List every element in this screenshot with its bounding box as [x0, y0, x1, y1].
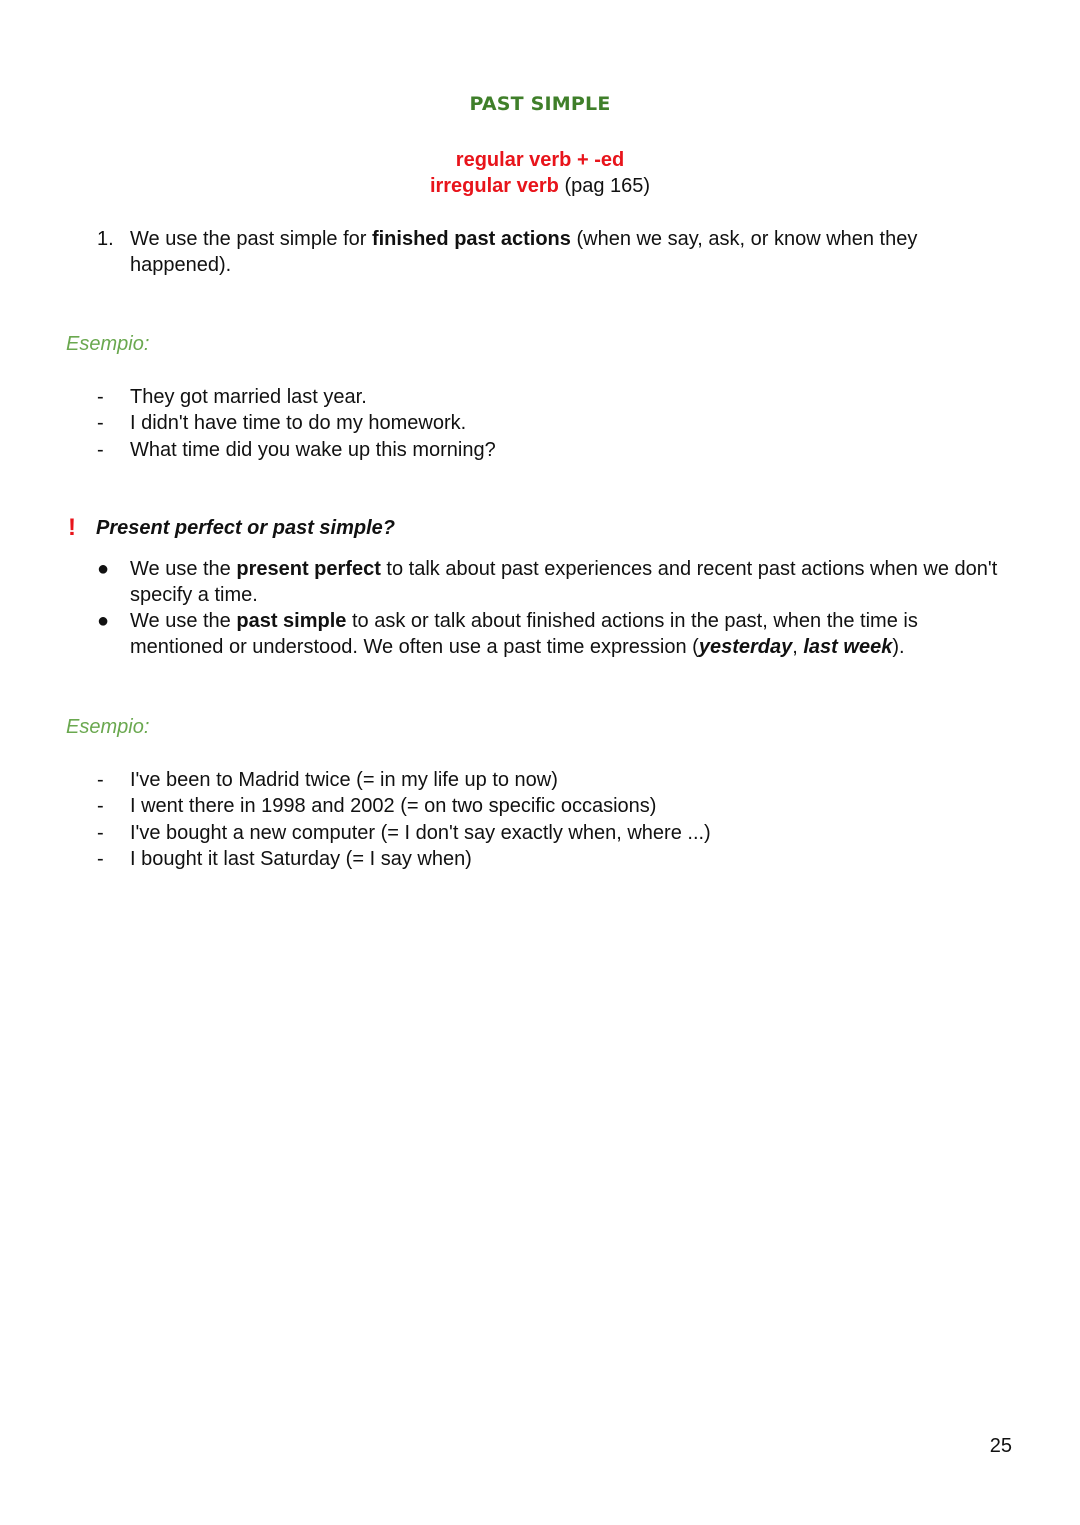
rule-number: 1.	[97, 228, 114, 250]
dash-marker: -	[97, 438, 104, 461]
regular-verb-text: regular verb + -ed	[455, 149, 625, 171]
list-item	[97, 437, 496, 463]
bullet-text-c: ).	[892, 636, 905, 658]
list-item	[97, 846, 711, 872]
dash-marker: -	[97, 412, 104, 435]
bullet-expression-yesterday: yesterday	[698, 636, 793, 658]
irregular-verb-rule	[0, 173, 1080, 199]
dash-marker: -	[97, 821, 104, 844]
list-item	[97, 793, 711, 819]
example-label: Esempio:	[66, 333, 150, 355]
rule-text-bold: finished past actions	[371, 228, 571, 250]
irregular-verb-note: (pag 165)	[558, 175, 651, 197]
numbered-rule-1	[97, 226, 947, 278]
list-item	[97, 767, 711, 793]
bullet-marker: ●	[97, 558, 110, 580]
list-item-text: I bought it last Saturday (= I say when)	[130, 848, 472, 871]
rule-text-b: (when we say, ask, or know when they happened).	[130, 228, 918, 276]
rule-text	[130, 226, 947, 278]
list-item-text: I've been to Madrid twice (= in my life up to now)	[130, 769, 558, 791]
page-number: 25	[989, 1435, 1012, 1457]
bullet-text-a: We use the	[130, 558, 237, 580]
list-item-text: They got married last year.	[130, 386, 367, 408]
rule-text-a: We use the past simple for	[130, 228, 372, 250]
dash-marker: -	[97, 386, 104, 408]
example-list-1	[97, 384, 496, 463]
dash-marker: -	[97, 769, 104, 791]
warning-heading	[68, 515, 395, 541]
bullet-expression-last-week: last week	[803, 636, 893, 658]
bullet-text-b: to ask or talk about finished actions in the past, when the time is mentioned or understood. We often use a past time expression (	[130, 610, 918, 658]
exclamation-icon: !	[68, 514, 76, 541]
list-item-text: What time did you wake up this morning?	[130, 438, 496, 461]
list-item-text: I didn't have time to do my homework.	[130, 412, 467, 435]
bullet-text-bold: past simple	[236, 610, 347, 632]
bullet-text-bold: present perfect	[236, 558, 381, 580]
bullet-separator: ,	[792, 636, 804, 658]
example-label: Esempio:	[66, 716, 150, 738]
list-item	[97, 384, 496, 410]
comparison-bullets	[97, 556, 1002, 660]
example-list-2	[97, 767, 711, 873]
page-title: PAST SIMPLE	[469, 93, 611, 115]
list-item	[97, 820, 711, 846]
bullet-item	[97, 556, 1002, 608]
bullet-marker: ●	[97, 610, 110, 632]
regular-verb-rule	[0, 147, 1080, 173]
irregular-verb-text: irregular verb	[429, 175, 559, 197]
bullet-text-a: We use the	[130, 610, 237, 632]
list-item	[97, 410, 496, 436]
list-item-text: I've bought a new computer (= I don't say exactly when, where ...)	[130, 821, 711, 844]
bullet-text-b: to talk about past experiences and recent past actions when we don't specify a time.	[130, 558, 998, 606]
warning-text: Present perfect or past simple?	[96, 517, 395, 539]
dash-marker: -	[97, 795, 104, 818]
bullet-item	[97, 608, 1002, 660]
dash-marker: -	[97, 848, 104, 871]
list-item-text: I went there in 1998 and 2002 (= on two specific occasions)	[130, 795, 657, 818]
